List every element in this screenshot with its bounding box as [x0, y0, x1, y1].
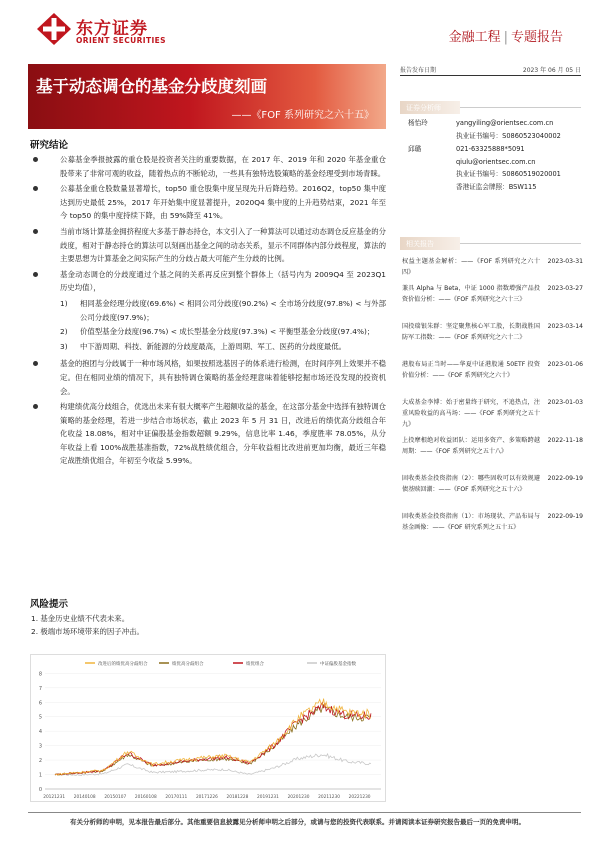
logo-en-text: ORIENT SECURITIES — [76, 36, 166, 45]
bullet-item: 公募基金季报披露的重仓股是投资者关注的重要数据，在 2017 年、2019 年和 2020 年基金重仓股带来了非常可观的收益，随着热点的不断轮动，一些具有独特选股策略的基金经理受到市场青睐。 — [30, 153, 386, 180]
risk-item: 2. 极端市场环境带来的因子冲击。 — [31, 627, 144, 636]
numbered-index: 2) — [60, 327, 68, 337]
analyst-email[interactable]: qiulu@orientsec.com.cn — [456, 157, 536, 166]
x-tick-label: 20211230 — [318, 795, 341, 800]
y-tick-label: 1 — [38, 772, 42, 779]
y-tick-label: 0 — [38, 787, 42, 793]
report-item[interactable] — [400, 283, 585, 321]
report-date: 2023-03-27 — [547, 285, 583, 292]
numbered-text: 中下游周期、科技、新能源的分歧度最高，上游周期、军工、医药的分歧度最低。 — [80, 341, 347, 351]
chart-svg — [31, 655, 387, 803]
report-item[interactable] — [400, 321, 585, 359]
x-tick-label: 20140108 — [73, 795, 96, 800]
analyst-info — [456, 143, 586, 193]
orient-logo-icon — [36, 12, 72, 46]
title-banner — [28, 64, 386, 129]
numbered-index: 1) — [60, 298, 68, 308]
performance-chart — [30, 654, 386, 802]
analyst-email[interactable]: yangyiling@orientsec.com.cn — [456, 119, 554, 127]
analyst-phone: 021-63325888*5091 — [456, 145, 525, 153]
x-tick-label: 20171226 — [195, 795, 218, 800]
analyst-card — [400, 117, 585, 142]
header-line — [460, 107, 581, 108]
bullet-item: 基金动态调仓的分歧度通过个基之间的关系再反应到整个群体上（括号内为 2009Q4 至 2023Q1 历史均值）， — [30, 268, 386, 295]
y-tick-label: 4 — [38, 729, 42, 736]
report-date: 2023-03-14 — [547, 323, 583, 330]
report-item[interactable] — [400, 256, 585, 283]
bullet-item: 公募基金重仓股数量显著增长，top50 重仓股集中度呈现先升后降趋势。2016Q2，top50 集中度达到历史最低 25%，2017 年开始集中度显著提升，2020Q4 集中度的上升趋势结束，2021 年至今 top50 的集中度持续下降，由 59%降至 41%。 — [30, 182, 386, 223]
analyst-cert: 执业证书编号：S0860519020001 — [456, 170, 561, 178]
report-title[interactable]: 固收类基金投资指南（1）：市场现状、产品布局与基金画像：——《FOF 研究系列之五十五》 — [402, 513, 540, 531]
report-type-label: 专题报告 — [510, 30, 563, 45]
x-tick-label: 20160108 — [134, 795, 157, 800]
date-label: 报告发布日期 — [400, 67, 437, 74]
logo-cn-text: 东方证券 — [76, 19, 148, 39]
risk-item: 1. 基金历史业绩不代表未来。 — [31, 614, 130, 623]
page-subtitle: ——《FOF 系列研究之六十五》 — [231, 110, 374, 121]
report-title[interactable]: 港股布局正当时——华夏中证港股通 50ETF 投资价值分析：——《FOF 系列研究之六十》 — [402, 361, 540, 379]
report-title[interactable]: 权益主题基金解析：——《FOF 系列研究之六十四》 — [402, 258, 540, 276]
header-line — [460, 243, 581, 244]
analyst-hk-license: 香港证监会牌照：BSW115 — [456, 182, 537, 191]
y-tick-label: 6 — [38, 700, 42, 707]
y-tick-label: 8 — [38, 671, 42, 678]
bullet-item: 基金的抱团与分歧属于一种市场风格，如果按照选基因子的体系进行检测，在时间序列上效果并不稳定。但在相同业绩的情况下，具有独特调仓策略的基金经理意味着能够挖掘市场还没发现的投资机会。 — [30, 357, 386, 398]
y-tick-label: 2 — [38, 758, 42, 765]
report-date: 2023-01-06 — [547, 361, 583, 368]
series-line-series_1 — [55, 705, 371, 775]
x-tick-label: 20121231 — [43, 795, 66, 800]
analyst-card — [400, 143, 585, 205]
page-title: 基于动态调仓的基金分歧度刻画 — [36, 77, 267, 96]
bullet-item: 构建绩优高分歧组合，优选出未来有很大概率产生超额收益的基金，在这部分基金中选择有独特调仓策略的基金经理，若进一步结合市场状态，截止 2023 年 5 月 31 日，改进后的绩优高分歧组合年化收益 18.08%，相对中证偏股基金指数超额 9.29%，信息比率 1.46，季度胜率 78.05%，从分年收益上看 100%战胜基准指数，72%战胜绩优组合，分年收益相比改进前更加均衡，最近三年稳定战胜绩优组合，年初至今收益 5.99%。 — [30, 400, 386, 468]
risk-list — [30, 612, 144, 638]
y-tick-label: 7 — [38, 685, 42, 692]
x-tick-label: 20170111 — [165, 795, 188, 800]
logo — [36, 12, 186, 50]
report-title[interactable]: 国投瑞银朱群：坚定聚焦核心军工股，长期战胜国防军工指数：——《FOF 系列研究之六十二》 — [402, 323, 540, 341]
x-tick-label: 20201230 — [287, 795, 310, 800]
numbered-item — [30, 297, 386, 324]
analyst-cert: 执业证书编号：S0860523040002 — [456, 131, 561, 140]
series-line-series_0 — [55, 699, 371, 776]
legend-label: 中证偏股基金指数 — [320, 662, 356, 667]
analysts-heading: 证券分析师 — [406, 104, 441, 112]
y-tick-label: 3 — [38, 743, 42, 750]
report-date: 2023-03-31 — [547, 258, 583, 265]
legend-label: 改进后的绩优高分歧组合 — [98, 662, 148, 667]
reports-header — [400, 237, 581, 250]
report-item[interactable] — [400, 473, 585, 511]
bullet-item: 当前市场计算基金拥挤程度大多基于静态持仓，本文引入了一种算法可以通过动态调仓反应基金的分歧度，相对于静态持仓的算法可以刻画出基金之间的动态关系，显示不同群体内部分歧程度，算法的主要思想为计算基金之间实际产生的分歧占最大可能产生分歧的比例。 — [30, 225, 386, 266]
report-item[interactable] — [400, 359, 585, 397]
related-reports-list — [400, 256, 585, 549]
x-tick-label: 20191231 — [257, 795, 279, 800]
report-date: 2022-09-19 — [547, 475, 583, 482]
numbered-item — [30, 340, 386, 354]
section-risk-heading: 风险提示 — [30, 599, 69, 610]
y-tick-label: 5 — [38, 714, 42, 721]
section-conclusion-heading: 研究结论 — [30, 140, 69, 151]
numbered-index: 3) — [60, 341, 68, 351]
report-title[interactable]: 兼具 Alpha 与 Beta，中证 1000 指数增强产品投资价值分析：——《FOF 系列研究之六十三》 — [402, 285, 540, 303]
date-value: 2023 年 06 月 05 日 — [522, 67, 581, 74]
divider: | — [503, 30, 508, 45]
numbered-text: 相同基金经理分歧度(69.6%) < 相同公司分歧度(90.2%) < 全市场分歧度(97.8%) < 与外部公司分歧度(97.9%)； — [80, 298, 386, 322]
analyst-name: 杨怡玲 — [408, 119, 428, 127]
x-tick-label: 20181228 — [226, 795, 249, 800]
report-item[interactable] — [400, 397, 585, 435]
analysts-header — [400, 101, 581, 114]
analyst-name: 邱璐 — [408, 145, 422, 153]
conclusion-body — [30, 153, 386, 470]
report-date: 2023-01-03 — [547, 399, 583, 406]
numbered-text: 价值型基金分歧度(96.7%) < 成长型基金分歧度(97.3%) < 平衡型基金分歧度(97.4%)； — [80, 327, 375, 337]
report-title[interactable]: 上投摩根绝对收益团队：运用多资产、多策略跨越周期：——《FOF 系列研究之五十八》 — [402, 437, 540, 455]
legend-label: 绩优高分歧组合 — [172, 662, 204, 667]
analyst-info — [456, 117, 586, 142]
numbered-item — [30, 325, 386, 339]
report-title[interactable]: 固收类基金投资指南（2）：哪些固收可以有效规避债基赎回潮：——《FOF 系列研究之五十六》 — [402, 475, 540, 493]
x-tick-label: 20221230 — [348, 795, 371, 800]
report-date: 2022-11-18 — [547, 437, 583, 444]
report-item[interactable] — [400, 435, 585, 473]
category-label: 金融工程 — [448, 30, 501, 45]
report-item[interactable] — [400, 511, 585, 549]
x-tick-label: 20150107 — [104, 795, 127, 800]
report-title[interactable]: 大成基金李博：始于密量终于研究，不追热点，注重风险收益的高马场：——《FOF 系列研究之五十九》 — [402, 399, 540, 428]
report-date: 2022-09-19 — [547, 513, 583, 520]
legend-label: 绩优组合 — [246, 662, 264, 667]
series-line-series_2 — [55, 703, 371, 775]
footer-disclaimer: 有关分析师的申明，见本报告最后部分。其他重要信息披露见分析师申明之后部分，或请与您的投资代表联系。并请阅读本证券研究报告最后一页的免责申明。 — [70, 818, 525, 826]
footer-divider — [28, 812, 581, 813]
reports-heading: 相关报告 — [406, 240, 434, 248]
report-category — [449, 26, 563, 45]
